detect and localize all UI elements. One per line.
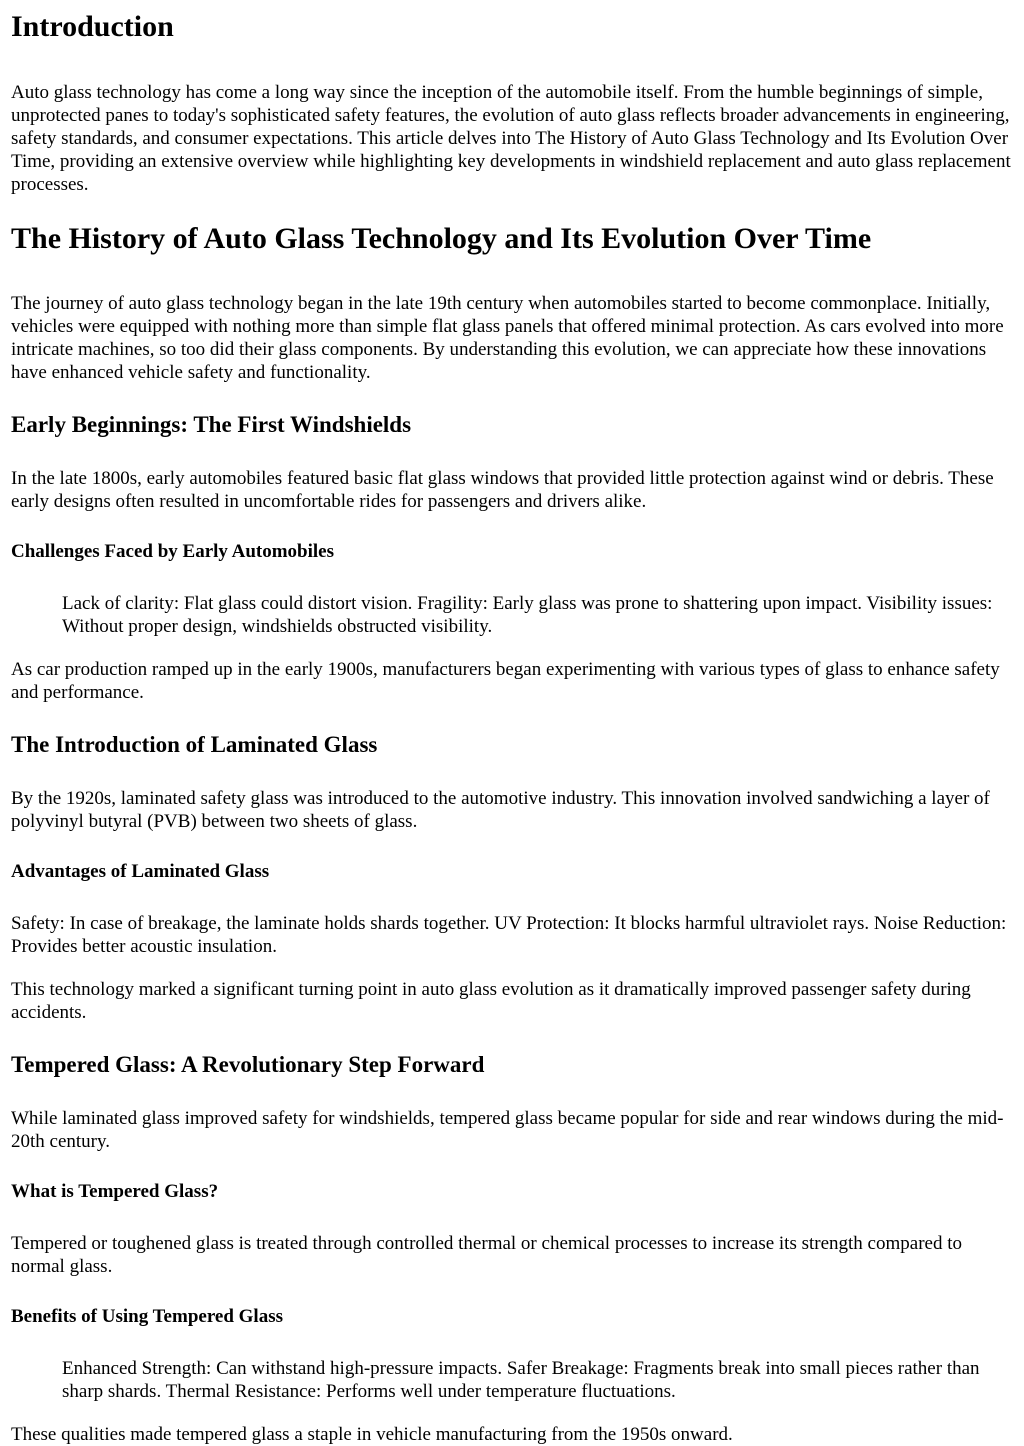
- challenges-list: Lack of clarity: Flat glass could distort vision. Fragility: Early glass was prone to shattering upon impact. Visibility issues: Without proper design, windshields obstructed visibility.: [62, 593, 993, 637]
- laminated-glass-heading: The Introduction of Laminated Glass: [11, 732, 378, 757]
- production-paragraph: As car production ramped up in the early 1900s, manufacturers began experimenting with various types of glass to enhance safety and performance.: [11, 659, 1000, 703]
- advantages-heading: Advantages of Laminated Glass: [11, 861, 270, 882]
- what-is-tempered-heading: What is Tempered Glass?: [11, 1181, 219, 1202]
- history-heading: The History of Auto Glass Technology and Its Evolution Over Time: [11, 222, 872, 255]
- intro-paragraph: Auto glass technology has come a long way since the inception of the automobile itself. From the humble beginnings of simple, unprotected panes to today's sophisticated safety features, the evolution of auto glass reflects broader advancements in engineering, safety standards, and consumer expectations. This article delves into The History of Auto Glass Technology and Its Evolution Over Time, providing an extensive overview while highlighting key developments in windshield replacement and auto glass replacement processes.: [11, 82, 1011, 195]
- laminated-glass-paragraph: By the 1920s, laminated safety glass was introduced to the automotive industry. This innovation involved sandwiching a layer of polyvinyl butyral (PVB) between two sheets of glass.: [11, 788, 990, 832]
- turning-point-paragraph: This technology marked a significant turning point in auto glass evolution as it dramatically improved passenger safety during accidents.: [11, 979, 971, 1023]
- early-beginnings-paragraph: In the late 1800s, early automobiles featured basic flat glass windows that provided little protection against wind or debris. These early designs often resulted in uncomfortable rides for passengers and drivers alike.: [11, 468, 994, 512]
- benefits-list: Enhanced Strength: Can withstand high-pressure impacts. Safer Breakage: Fragments break into small pieces rather than sharp shards. Thermal Resistance: Performs well under temperature fluctuations.: [62, 1358, 980, 1402]
- staple-paragraph: These qualities made tempered glass a staple in vehicle manufacturing from the 1950s onward.: [11, 1424, 733, 1445]
- history-paragraph: The journey of auto glass technology began in the late 19th century when automobiles started to become commonplace. Initially, vehicles were equipped with nothing more than simple flat glass panels that offered minimal protection. As cars evolved into more intricate machines, so too did their glass components. By understanding this evolution, we can appreciate how these innovations have enhanced vehicle safety and functionality.: [11, 293, 1004, 383]
- benefits-heading: Benefits of Using Tempered Glass: [11, 1306, 284, 1327]
- intro-heading: Introduction: [11, 10, 174, 43]
- tempered-glass-heading: Tempered Glass: A Revolutionary Step Forward: [11, 1052, 485, 1077]
- what-is-tempered-paragraph: Tempered or toughened glass is treated through controlled thermal or chemical processes to increase its strength compared to normal glass.: [11, 1233, 962, 1277]
- early-beginnings-heading: Early Beginnings: The First Windshields: [11, 412, 412, 437]
- challenges-heading: Challenges Faced by Early Automobiles: [11, 541, 335, 562]
- tempered-glass-paragraph: While laminated glass improved safety for windshields, tempered glass became popular for side and rear windows during the mid-20th century.: [11, 1108, 1004, 1152]
- advantages-list: Safety: In case of breakage, the laminate holds shards together. UV Protection: It blocks harmful ultraviolet rays. Noise Reduction: Provides better acoustic insulation.: [11, 913, 1007, 957]
